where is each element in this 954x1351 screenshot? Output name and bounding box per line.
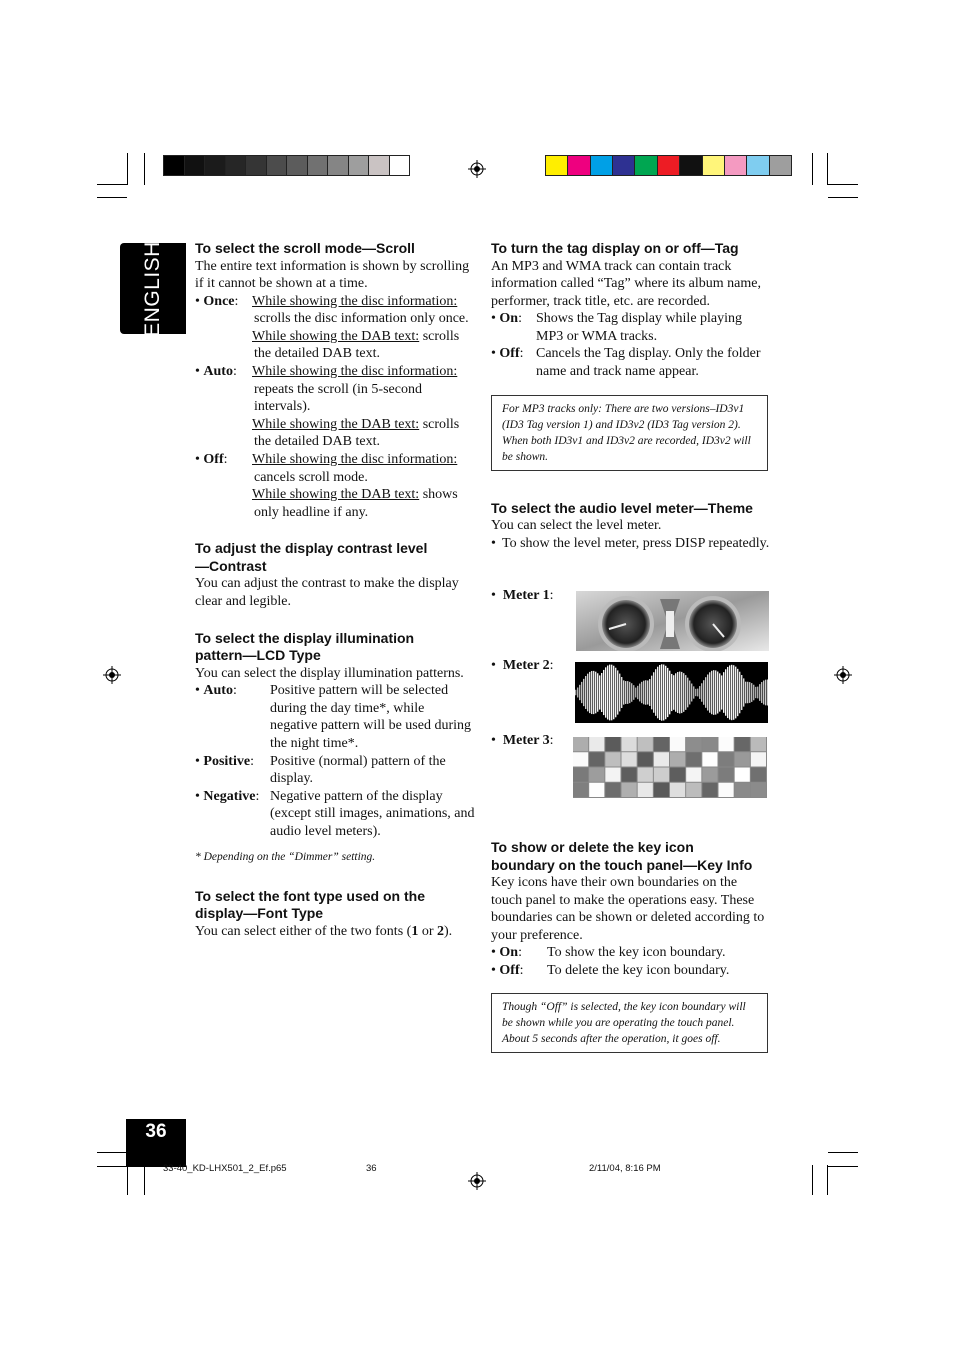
spectrum-bar: [753, 685, 754, 701]
spectrum-bar: [625, 681, 626, 704]
scroll-auto-label: Auto: [203, 364, 233, 380]
spectrum-bar: [737, 669, 738, 716]
spectrum-bar: [611, 665, 612, 721]
spectrum-bar: [575, 690, 576, 695]
meter-block: [622, 783, 637, 797]
spectrum-bar: [761, 682, 762, 703]
meter-block: [751, 737, 766, 751]
lcd-negative-text: Negative pattern of the display (except still images, animations, and audio level meters).: [270, 788, 475, 839]
meter-block: [686, 783, 701, 797]
off-dab-text-b: only headline if any.: [254, 504, 369, 520]
keyinfo-on-item: • On: To show the key icon boundary.: [491, 945, 726, 961]
color-swatch: [657, 155, 680, 176]
contrast-section: [195, 540, 475, 610]
spectrum-bar: [641, 682, 642, 703]
spectrum-bar: [631, 683, 632, 702]
spectrum-bar: [741, 675, 742, 710]
scroll-off-label: Off: [203, 452, 224, 468]
spectrum-bar: [671, 674, 672, 711]
spectrum-bar: [731, 665, 732, 720]
tag-off-item: • Off: Cancels the Tag display. Only the folder name and track name appear.: [491, 346, 761, 380]
spectrum-bar: [723, 672, 724, 713]
spectrum-bar: [763, 681, 764, 705]
spectrum-bar: [663, 665, 664, 721]
registration-mark-icon: [468, 1172, 486, 1190]
meter-block: [735, 737, 750, 751]
spectrum-bar: [585, 676, 586, 709]
spectrum-bar: [653, 672, 654, 712]
meter-block: [670, 737, 685, 751]
meter-block: [638, 783, 653, 797]
scroll-auto-item: • Auto: While showing the disc information: repeats the scroll (in 5-second intervals). While showing the DAB text: scrolls the detailed DAB text.: [195, 364, 460, 450]
scroll-intro: The entire text information is shown by scrolling if it cannot be shown at a time.: [195, 258, 470, 292]
color-swatch: [679, 155, 702, 176]
meter-block: [638, 737, 653, 751]
spectrum-bar: [729, 665, 730, 719]
auto-dab-text-b: the detailed DAB text.: [254, 434, 380, 450]
meter-block: [735, 752, 750, 766]
meter-block: [686, 752, 701, 766]
spectrum-bar: [651, 676, 652, 710]
spectrum-bar: [749, 682, 750, 703]
color-swatch: [225, 155, 247, 176]
meter-block: [605, 737, 620, 751]
contrast-title-line2: —Contrast: [195, 557, 267, 574]
spectrum-bar: [727, 667, 728, 718]
spectrum-bar: [675, 673, 676, 711]
color-swatch: [545, 155, 568, 176]
tag-intro: An MP3 and WMA track can contain track information called “Tag” where its album name, performer, track title, etc. are recorded.: [491, 258, 761, 309]
spectrum-bar: [583, 679, 584, 706]
spectrum-bar: [705, 677, 706, 708]
registration-mark-icon: [468, 160, 486, 178]
color-swatch: [368, 155, 390, 176]
spectrum-bar: [633, 685, 634, 700]
meter2-label: • Meter 2:: [491, 658, 554, 673]
spectrum-bar: [767, 679, 768, 705]
spectrum-bar: [709, 672, 710, 712]
spectrum-bar: [605, 667, 606, 717]
font-title-line2: display—Font Type: [195, 905, 324, 922]
spectrum-bar: [751, 683, 752, 702]
spectrum-bar: [739, 672, 740, 714]
font-section: [195, 888, 475, 941]
spectrum-bar: [673, 675, 674, 710]
color-swatch: [184, 155, 206, 176]
tag-on-text: Shows the Tag display while playing MP3 or WMA tracks.: [536, 311, 743, 344]
lcd-footnote: * Depending on the “Dimmer” setting.: [195, 850, 376, 863]
spectrum-bar: [589, 672, 590, 713]
meter-block: [605, 752, 620, 766]
keyinfo-on-text: To show the key icon boundary.: [547, 945, 726, 961]
spectrum-bar: [601, 673, 602, 712]
meter-block: [573, 752, 588, 766]
lcd-section: [195, 630, 475, 863]
keyinfo-off-label: Off: [499, 962, 520, 978]
meter-block: [670, 783, 685, 797]
meter-block: [719, 752, 734, 766]
spectrum-bar: [599, 675, 600, 709]
spectrum-bar: [637, 686, 638, 699]
contrast-body: You can adjust the contrast to make the display clear and legible.: [195, 576, 459, 609]
auto-dab-heading: While showing the DAB text:: [252, 416, 420, 432]
tag-off-text: Cancels the Tag display. Only the folder name and track name appear.: [536, 346, 761, 380]
color-swatch: [590, 155, 613, 176]
meter-block: [702, 737, 717, 751]
theme-bullet: • To show the level meter, press DISP repeatedly.: [491, 535, 770, 551]
spectrum-bar: [735, 667, 736, 719]
meter-block: [719, 768, 734, 782]
meter-block: [719, 783, 734, 797]
color-swatch: [245, 155, 267, 176]
spectrum-bar: [733, 665, 734, 720]
once-dab-text-a: scrolls: [422, 328, 460, 344]
spectrum-bar: [595, 672, 596, 714]
spectrum-bar: [639, 684, 640, 702]
spectrum-bar: [701, 683, 702, 701]
meter-block: [751, 768, 766, 782]
spectrum-bar: [655, 669, 656, 716]
spectrum-bar: [579, 685, 580, 700]
meter-block: [622, 737, 637, 751]
spectrum-bar: [715, 670, 716, 714]
meter-block: [654, 768, 669, 782]
color-swatch: [702, 155, 725, 176]
lcd-positive-label: Positive: [203, 753, 251, 769]
font-title-line1: To select the font type used on the: [195, 887, 425, 904]
spectrum-bar: [645, 680, 646, 705]
spectrum-bar: [597, 673, 598, 711]
meter-block: [622, 768, 637, 782]
keyinfo-section: [491, 839, 771, 1053]
contrast-title-line1: To adjust the display contrast level: [195, 540, 428, 557]
once-disc-text: scrolls the disc information only once.: [254, 311, 469, 327]
meter1-label: • Meter 1:: [491, 588, 554, 603]
spectrum-bar: [699, 686, 700, 699]
spectrum-bar: [643, 681, 644, 705]
color-swatch: [634, 155, 657, 176]
auto-dab-text-a: scrolls: [422, 416, 460, 432]
meter3-block-image: [573, 737, 767, 798]
spectrum-bar: [649, 679, 650, 706]
meter-block: [654, 752, 669, 766]
meter-block: [589, 737, 604, 751]
lcd-title-line1: To select the display illumination: [195, 629, 415, 646]
theme-bullet-text: To show the level meter, press DISP repeatedly.: [502, 535, 770, 551]
once-disc-heading: While showing the disc information:: [252, 293, 458, 309]
spectrum-bar: [593, 671, 594, 714]
registration-mark-icon: [103, 666, 121, 684]
spectrum-bar: [659, 665, 660, 720]
off-disc-heading: While showing the disc information:: [252, 452, 458, 468]
spectrum-bar: [619, 674, 620, 712]
meter1-gauge-image: [576, 591, 769, 651]
footer-page: 36: [366, 1163, 377, 1174]
tag-on-label: On: [499, 311, 519, 327]
tag-note-box: For MP3 tracks only: There are two versions–ID3v1 (ID3 Tag version 1) and ID3v2 (ID3 Tag version 2). When both ID3v1 and ID3v2 are recorded, ID3v2 will be shown.: [491, 395, 768, 471]
spectrum-bar: [657, 667, 658, 719]
spectrum-bar: [691, 684, 692, 702]
meter-block: [589, 768, 604, 782]
color-swatch: [389, 155, 411, 176]
spectrum-bar: [669, 671, 670, 715]
meter-block: [573, 768, 588, 782]
spectrum-bar: [703, 680, 704, 705]
color-swatch: [204, 155, 226, 176]
lcd-auto-item: • Auto: Positive pattern will be selected during the day time*, while negative pattern will be used during the night time*.: [195, 683, 471, 751]
spectrum-bar: [685, 675, 686, 710]
spectrum-bar: [613, 666, 614, 720]
spectrum-bar: [711, 671, 712, 714]
auto-disc-heading: While showing the disc information:: [252, 364, 458, 380]
spectrum-bar: [743, 678, 744, 706]
lcd-negative-item: • Negative: Negative pattern of the display (except still images, animations, and audio level meters).: [195, 788, 475, 839]
color-swatch: [769, 155, 792, 176]
language-tab-label: ENGLISH: [141, 241, 164, 337]
spectrum-bar: [725, 669, 726, 715]
meter-block: [654, 737, 669, 751]
spectrum-bar: [687, 678, 688, 708]
keyinfo-title-line2: boundary on the touch panel—Key Info: [491, 856, 753, 873]
lcd-positive-item: • Positive: Positive (normal) pattern of the display.: [195, 753, 446, 787]
meter-block: [719, 737, 734, 751]
meter-block: [735, 768, 750, 782]
lcd-intro: You can select the display illumination patterns.: [195, 665, 464, 681]
tag-title: To turn the tag display on or off—Tag: [491, 240, 739, 256]
meter-block: [638, 768, 653, 782]
spectrum-bar: [693, 686, 694, 698]
off-dab-text-a: shows: [422, 487, 458, 503]
off-disc-text: cancels scroll mode.: [254, 469, 368, 485]
meter-block: [622, 752, 637, 766]
spectrum-bar: [607, 666, 608, 720]
spectrum-bar: [679, 672, 680, 714]
color-swatch: [163, 155, 185, 176]
spectrum-bar: [697, 689, 698, 697]
spectrum-bar: [587, 674, 588, 712]
color-swatch: [286, 155, 308, 176]
right-column: [491, 240, 771, 552]
keyinfo-off-text: To delete the key icon boundary.: [547, 962, 730, 978]
spectrum-bar: [765, 680, 766, 706]
meter-block: [702, 768, 717, 782]
tag-off-label: Off: [499, 346, 520, 362]
lcd-negative-label: Negative: [203, 788, 256, 804]
once-dab-heading: While showing the DAB text:: [252, 328, 420, 344]
lcd-positive-text: Positive (normal) pattern of the display.: [270, 753, 446, 787]
tag-on-item: • On: Shows the Tag display while playing MP3 or WMA tracks.: [491, 311, 743, 344]
meter-block: [670, 768, 685, 782]
lcd-auto-text: Positive pattern will be selected during the day time*, while negative pattern will be used during the night time*.: [270, 683, 471, 751]
color-swatch: [307, 155, 329, 176]
spectrum-bar: [683, 673, 684, 712]
tag-section: [491, 240, 771, 471]
spectrum-bar: [721, 675, 722, 709]
spectrum-bar: [717, 672, 718, 714]
meter-block: [735, 783, 750, 797]
color-swatch: [567, 155, 590, 176]
left-column: [195, 240, 475, 940]
meter-block: [686, 737, 701, 751]
spectrum-bar: [747, 682, 748, 703]
color-swatch: [612, 155, 635, 176]
spectrum-bar: [745, 682, 746, 704]
spectrum-bar: [623, 680, 624, 704]
meter-block: [605, 783, 620, 797]
spectrum-bar: [603, 670, 604, 715]
spectrum-bar: [713, 670, 714, 715]
once-dab-text-b: the detailed DAB text.: [254, 346, 380, 362]
off-dab-heading: While showing the DAB text:: [252, 487, 420, 503]
color-swatch: [327, 155, 349, 176]
meter-block: [638, 752, 653, 766]
spectrum-bar: [757, 687, 758, 699]
keyinfo-off-item: • Off: To delete the key icon boundary.: [491, 962, 730, 978]
keyinfo-title-line1: To show or delete the key icon: [491, 839, 694, 855]
spectrum-bar: [635, 688, 636, 698]
keyinfo-note-box: Though “Off” is selected, the key icon boundary will be shown while you are operating the touch panel. About 5 seconds after the operation, it goes off.: [491, 993, 768, 1053]
meter-block: [702, 783, 717, 797]
language-side-tab: [120, 241, 186, 337]
theme-title: To select the audio level meter—Theme: [491, 499, 753, 516]
spectrum-bar: [755, 687, 756, 698]
meter-block: [670, 752, 685, 766]
spectrum-bar: [759, 684, 760, 701]
color-swatch: [746, 155, 769, 176]
spectrum-bar: [591, 671, 592, 714]
footer-file: 33-40_KD-LHX501_2_Ef.p65: [163, 1163, 287, 1174]
registration-mark-icon: [834, 666, 852, 684]
meter2-spectrum-image: [575, 662, 768, 723]
meter-block: [573, 783, 588, 797]
scroll-once-label: Once: [203, 293, 235, 309]
font-body: You can select either of the two fonts (1 or 2).: [195, 923, 453, 939]
scroll-off-item: • Off: While showing the disc information: cancels scroll mode. While showing the DAB text: shows only headline if any.: [195, 452, 458, 520]
spectrum-bar: [581, 682, 582, 703]
meter3-label: • Meter 3:: [491, 733, 554, 748]
spectrum-bar: [661, 664, 662, 720]
meter-block: [573, 737, 588, 751]
meter-block: [686, 768, 701, 782]
spectrum-bar: [647, 680, 648, 704]
theme-intro: You can select the level meter.: [491, 518, 662, 534]
spectrum-bar: [689, 681, 690, 705]
spectrum-bar: [629, 682, 630, 703]
spectrum-bar: [719, 673, 720, 711]
spectrum-bar: [627, 681, 628, 704]
meter-block: [702, 752, 717, 766]
meter-block: [589, 783, 604, 797]
meter-block: [654, 783, 669, 797]
spectrum-bar: [667, 668, 668, 717]
theme-section: [491, 500, 771, 553]
keyinfo-intro: Key icons have their own boundaries on the touch panel to make the operations easy. These boundaries can be shown or deleted according to your preference.: [491, 875, 765, 943]
lcd-title-line2: pattern—LCD Type: [195, 647, 321, 664]
scroll-section: [195, 240, 475, 521]
auto-disc-text: repeats the scroll (in 5-second intervals).: [254, 381, 422, 415]
meter-block: [589, 752, 604, 766]
spectrum-bar: [695, 689, 696, 696]
spectrum-bar: [665, 666, 666, 719]
spectrum-bar: [621, 677, 622, 708]
spectrum-bar: [577, 688, 578, 698]
spectrum-bar: [677, 672, 678, 713]
spectrum-bar: [707, 674, 708, 710]
color-swatch: [266, 155, 288, 176]
spectrum-bar: [617, 670, 618, 714]
scroll-once-item: • Once: While showing the disc information: scrolls the disc information only once. While showing the DAB text: scrolls the detailed DAB text.: [195, 293, 469, 362]
spectrum-bar: [609, 665, 610, 721]
keyinfo-on-label: On: [499, 945, 519, 961]
spectrum-bar: [615, 668, 616, 718]
color-swatch: [348, 155, 370, 176]
page-number: 36: [126, 1119, 186, 1167]
meter-block: [605, 768, 620, 782]
meter-block: [751, 783, 766, 797]
meter-block: [751, 752, 766, 766]
color-swatch: [724, 155, 747, 176]
footer-date: 2/11/04, 8:16 PM: [589, 1163, 661, 1174]
lcd-auto-label: Auto: [203, 683, 233, 699]
spectrum-bar: [681, 672, 682, 713]
scroll-title: To select the scroll mode—Scroll: [195, 240, 415, 256]
